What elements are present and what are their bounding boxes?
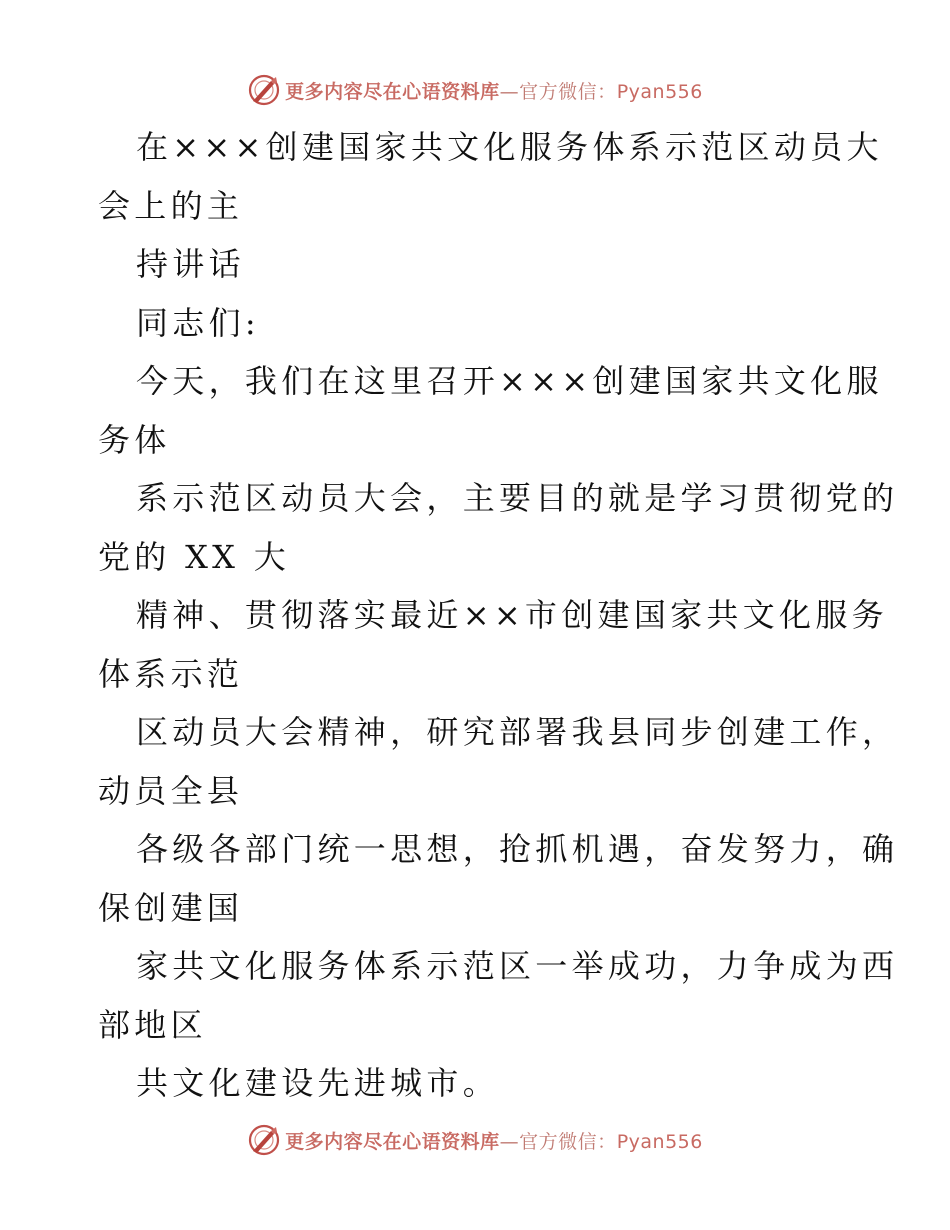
document-line: 同志们: xyxy=(136,303,260,342)
document-line: 共文化建设先进城市。 xyxy=(136,1064,500,1102)
document-line: 动员全县 xyxy=(98,771,244,810)
document-line: 持讲话 xyxy=(136,245,245,283)
document-line: 会上的主 xyxy=(98,186,244,225)
document-line: 体系示范 xyxy=(98,654,244,693)
document-line: 精神、贯彻落实最近××市创建国家共文化服务 xyxy=(136,596,888,634)
document-line: 系示范区动员大会，主要目的就是学习贯彻党的 xyxy=(136,479,899,517)
document-line: 党的 XX 大 xyxy=(98,537,291,576)
document-line: 在×××创建国家共文化服务体系示范区动员大 xyxy=(136,128,883,166)
document-line: 部地区 xyxy=(98,1005,207,1044)
watermark-text: 更多内容尽在心语资料库—官方微信：Pyan556 xyxy=(285,1130,703,1153)
watermark-text: 更多内容尽在心语资料库—官方微信：Pyan556 xyxy=(285,80,703,103)
document-line: 家共文化服务体系示范区一举成功，力争成为西 xyxy=(136,947,899,985)
document-line: 今天，我们在这里召开×××创建国家共文化服 xyxy=(136,362,883,400)
footer-watermark xyxy=(0,1120,950,1160)
document-body xyxy=(98,118,899,1113)
quill-logo-icon xyxy=(247,1123,281,1157)
header-watermark xyxy=(0,70,950,110)
quill-logo-icon xyxy=(247,73,281,107)
document-line: 区动员大会精神，研究部署我县同步创建工作， xyxy=(136,713,899,751)
document-line: 务体 xyxy=(98,420,171,459)
document-line: 各级各部门统一思想，抢抓机遇，奋发努力，确 xyxy=(136,830,899,868)
document-line: 保创建国 xyxy=(98,888,244,927)
